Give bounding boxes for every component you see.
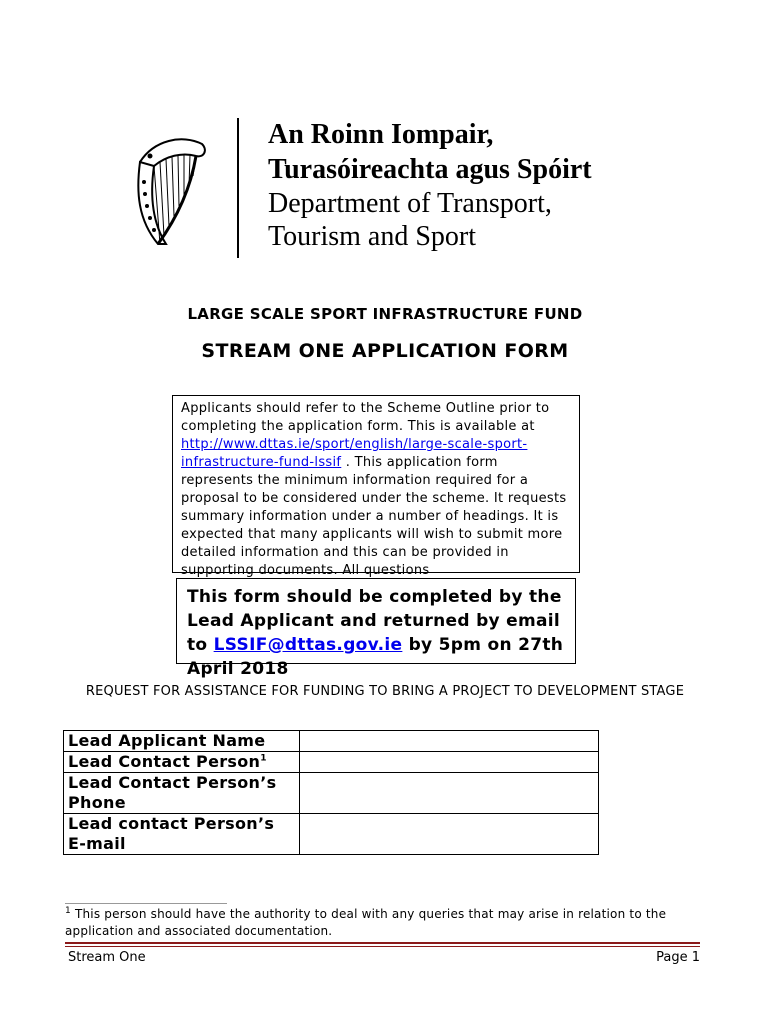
footer-stream-label: Stream One (68, 950, 146, 965)
submission-email-link[interactable]: LSSIF@dttas.gov.ie (213, 635, 403, 655)
footer-rule-thin (65, 946, 700, 947)
submission-deadline-text: by 5pm on 27th April 2018 (187, 635, 564, 679)
department-name-english-line2: Tourism and Sport (268, 221, 477, 252)
scheme-outline-link[interactable]: http://www.dttas.ie/sport/english/large-scale-sport-infrastructure-fund-lssif (181, 437, 528, 470)
info-text-body: . This application form represents the minimum information required for a proposal to be considered under the scheme. It requests summary information under a number of headings. It is expected that many applicants will wish to submit more detailed information and this can be provided in supporting documents. All questions (181, 455, 567, 578)
info-text-intro: Applicants should refer to the Scheme Outline prior to completing the application form. This is available at (181, 401, 550, 434)
lead-contact-person-label: Lead Contact Person$^1$ (64, 752, 300, 773)
table-row (64, 752, 599, 773)
scheme-info-box (172, 395, 580, 578)
footnote-marker: 1 (65, 906, 71, 916)
harp-emblem-icon (130, 132, 212, 250)
footer-rule (65, 942, 700, 944)
submission-text-intro: This form should be completed by the Lead Applicant and returned by email to (187, 587, 562, 655)
lead-contact-person-field[interactable] (300, 752, 599, 773)
applicant-details-table (63, 730, 599, 855)
lead-contact-phone-field[interactable] (300, 773, 599, 814)
footnote (65, 906, 705, 940)
request-heading: REQUEST FOR ASSISTANCE FOR FUNDING TO BRING A PROJECT TO DEVELOPMENT STAGE (85, 684, 685, 699)
lead-applicant-name-label: Lead Applicant Name (64, 731, 300, 752)
department-name-irish-line2: Turasóireachta agus Spóirt (268, 154, 592, 185)
form-title: STREAM ONE APPLICATION FORM (201, 340, 569, 362)
lead-contact-email-label: Lead contact Person’s E-mail (64, 814, 300, 855)
lead-applicant-name-field[interactable] (300, 731, 599, 752)
department-name-irish-line1: An Roinn Iompair, (268, 119, 494, 150)
footnote-text: This person should have the authority to deal with any queries that may arise in relation to the application and associated documentation. (65, 907, 667, 938)
footnote-ref: 1 (260, 753, 267, 764)
table-row (64, 773, 599, 814)
header-divider (237, 118, 239, 258)
submission-instructions-box (176, 578, 576, 679)
table-row (64, 731, 599, 752)
lead-contact-email-field[interactable] (300, 814, 599, 855)
footnote-separator (65, 903, 227, 904)
fund-title: LARGE SCALE SPORT INFRASTRUCTURE FUND (187, 305, 583, 323)
footer-page-number: Page 1 (656, 950, 700, 965)
lead-contact-phone-label: Lead Contact Person’s Phone (64, 773, 300, 814)
department-name-english-line1: Department of Transport, (268, 188, 552, 219)
table-row (64, 814, 599, 855)
